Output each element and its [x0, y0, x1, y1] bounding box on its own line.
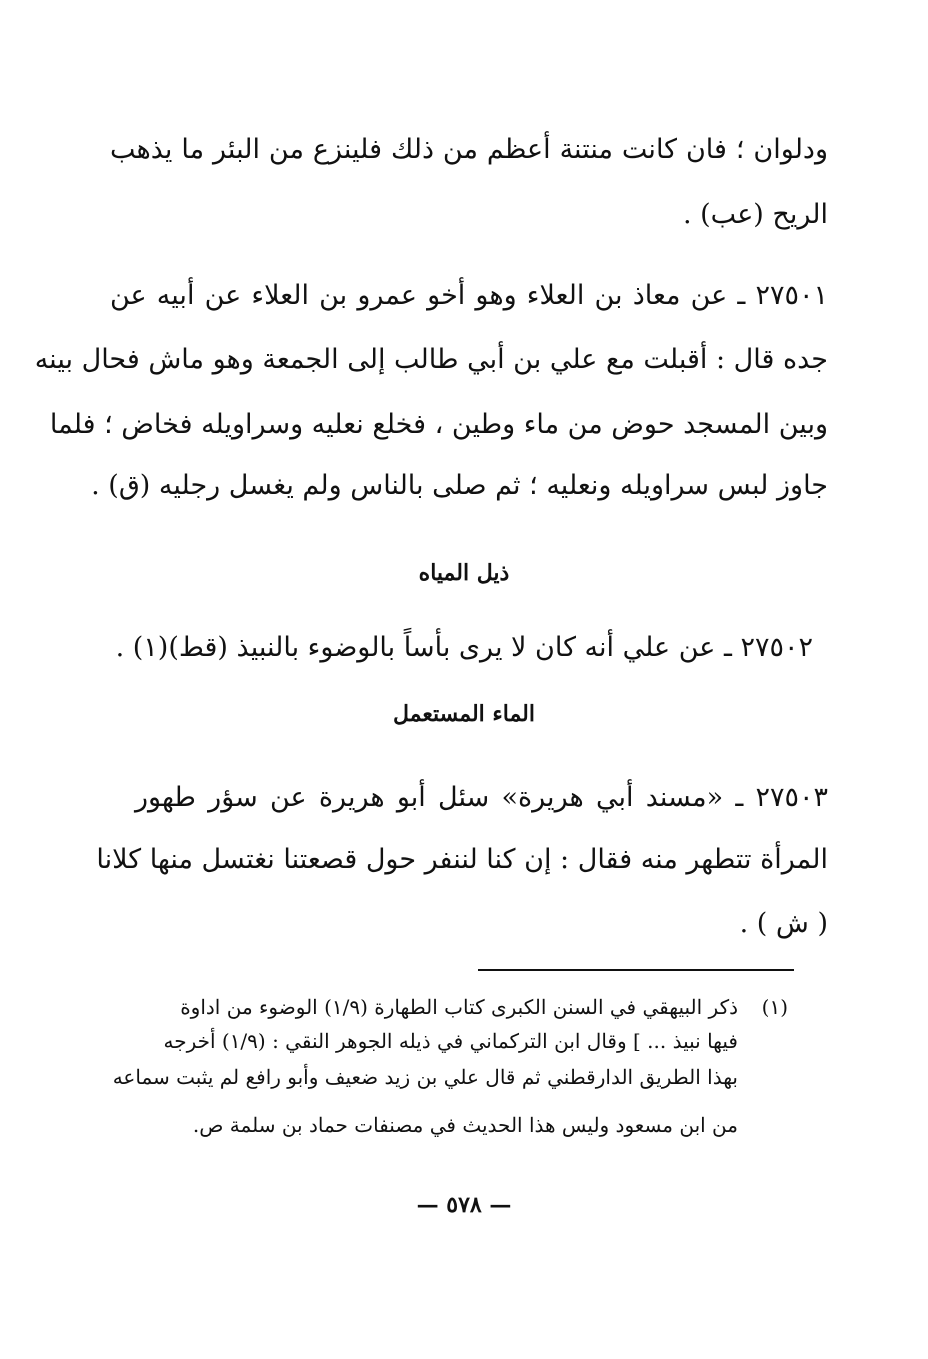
hadith-27501-line-2: جده قال : أقبلت مع علي بن أبي طالب إلى الجمعة وهو ماش فحال بينه — [34, 344, 828, 375]
hadith-27502: ٢٧٥٠٢ ـ عن علي أنه كان لا يرى بأساً بالوضوء بالنبيذ (قط)(١) . — [115, 632, 813, 663]
footnote-line-2: فيها نبيذ ... ] وقال ابن التركماني في ذيله الجوهر النقي : (١/٩) أخرجه — [163, 1029, 738, 1053]
hadith-27501-line-4: جاوز لبس سراويله ونعليه ؛ ثم صلى بالناس ولم يغسل رجليه (ق) . — [91, 470, 828, 501]
hadith-27501-line-1: ٢٧٥٠١ ـ عن معاذ بن العلاء وهو أخو عمرو بن العلاء عن أبيه عن — [110, 280, 828, 311]
hadith-27503-line-1: ٢٧٥٠٣ ـ «مسند أبي هريرة» سئل أبو هريرة عن سؤر طهور — [135, 782, 828, 813]
footnote-line-4: من ابن مسعود وليس هذا الحديث في مصنفات حماد بن سلمة ص. — [192, 1113, 738, 1137]
page-number: — ٥٧٨ — — [416, 1192, 512, 1218]
footnote-separator — [478, 969, 794, 971]
hadith-27503-line-2: المرأة تتطهر منه فقال : إن كنا لننفر حول قصعتنا نغتسل منها كلانا — [96, 844, 828, 875]
footnote-line-1: ذكر البيهقي في السنن الكبرى كتاب الطهارة (١/٩) الوضوء من اداوة — [180, 995, 738, 1019]
section-heading-dhayl-al-miyah: ذيل المياه — [418, 560, 510, 586]
footnote-marker: (١) — [761, 995, 788, 1019]
section-heading-al-ma-al-mustamal: الماء المستعمل — [392, 701, 536, 727]
body-line-1: ودلوان ؛ فان كانت منتنة أعظم من ذلك فلينزع من البئر ما يذهب — [110, 134, 828, 165]
footnote-line-3: بهذا الطريق الدارقطني ثم قال علي بن زيد ضعيف وأبو رافع لم يثبت سماعه — [112, 1065, 738, 1089]
body-line-2: الريح (عب) . — [682, 199, 828, 230]
hadith-27501-line-3: وبين المسجد حوض من ماء وطين ، فخلع نعليه وسراويله فخاض ؛ فلما — [49, 409, 828, 440]
hadith-27503-line-3: ( ش ) . — [739, 908, 828, 939]
